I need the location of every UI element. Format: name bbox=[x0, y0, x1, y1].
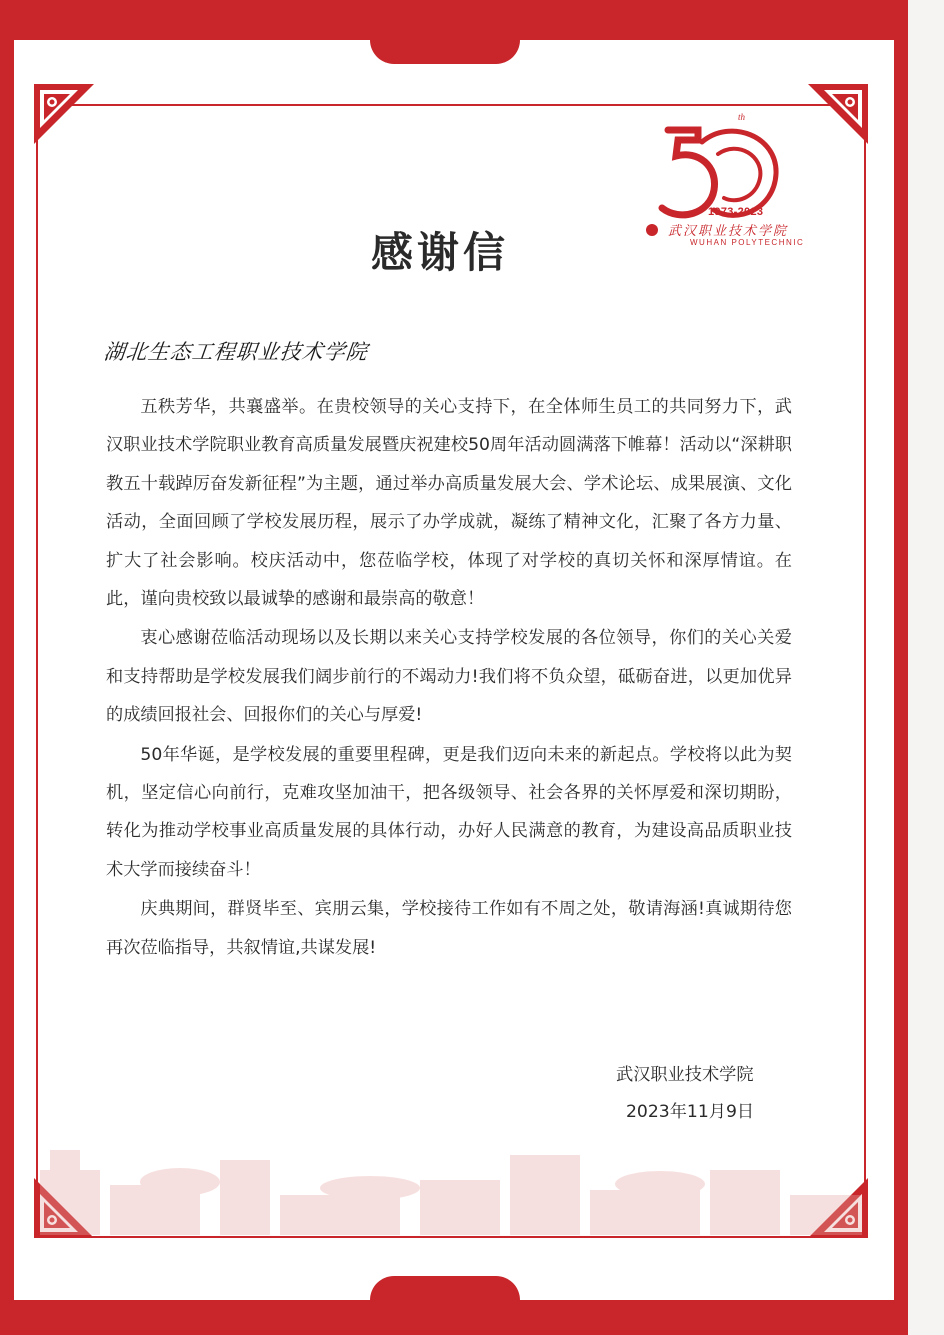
logo-school-name: 武汉职业技术学院 bbox=[668, 224, 789, 239]
logo-school-name-en: WUHAN POLYTECHNIC bbox=[690, 238, 805, 247]
campus-scenery-watermark bbox=[40, 1110, 862, 1235]
signature-organization: 武汉职业技术学院 bbox=[616, 1065, 754, 1085]
letter-recipient: 湖北生态工程职业技术学院 bbox=[102, 340, 370, 364]
paragraph: 庆典期间，群贤毕至、宾朋云集，学校接待工作如有不周之处，敬请海涵!真诚期待您再次莅临指导，共叙情谊,共谋发展! bbox=[106, 899, 792, 958]
signature-date: 2023年11月9日 bbox=[626, 1102, 755, 1122]
top-notch-decoration bbox=[370, 40, 520, 64]
corner-ornament-icon bbox=[808, 84, 868, 144]
letter-body bbox=[106, 388, 792, 968]
bottom-notch-decoration bbox=[370, 1276, 520, 1300]
paragraph: 衷心感谢莅临活动现场以及长期以来关心支持学校发展的各位领导，你们的关心关爱和支持帮助是学校发展我们阔步前行的不竭动力!我们将不负众望，砥砺奋进，以更加优异的成绩回报社会、回报你们的关心与厚爱! bbox=[106, 628, 792, 726]
letter-title: 感谢信 bbox=[370, 228, 509, 277]
paragraph: 50年华诞，是学校发展的重要里程碑，更是我们迈向未来的新起点。学校将以此为契机，坚定信心向前行，克难攻坚加油干，把各级领导、社会各界的关怀厚爱和深切期盼，转化为推动学校事业高质量发展的具体行动，办好人民满意的教育，为建设高品质职业技术大学而接续奋斗！ bbox=[106, 744, 792, 880]
logo-years: 1973-2023 bbox=[708, 206, 764, 218]
logo-superscript: th bbox=[738, 112, 746, 122]
corner-ornament-icon bbox=[34, 84, 94, 144]
paragraph: 五秩芳华，共襄盛举。在贵校领导的关心支持下，在全体师生员工的共同努力下，武汉职业技术学院职业教育高质量发展暨庆祝建校50周年活动圆满落下帷幕！活动以“深耕职教五十载踔厉奋发新征程”为主题，通过举办高质量发展大会、学术论坛、成果展演、文化活动，全面回顾了学校发展历程，展示了办学成就，凝练了精神文化，汇聚了各方力量、扩大了社会影响。校庆活动中，您莅临学校，体现了对学校的真切关怀和深厚情谊。在此，谨向贵校致以最诚挚的感谢和最崇高的敬意！ bbox=[106, 397, 792, 610]
